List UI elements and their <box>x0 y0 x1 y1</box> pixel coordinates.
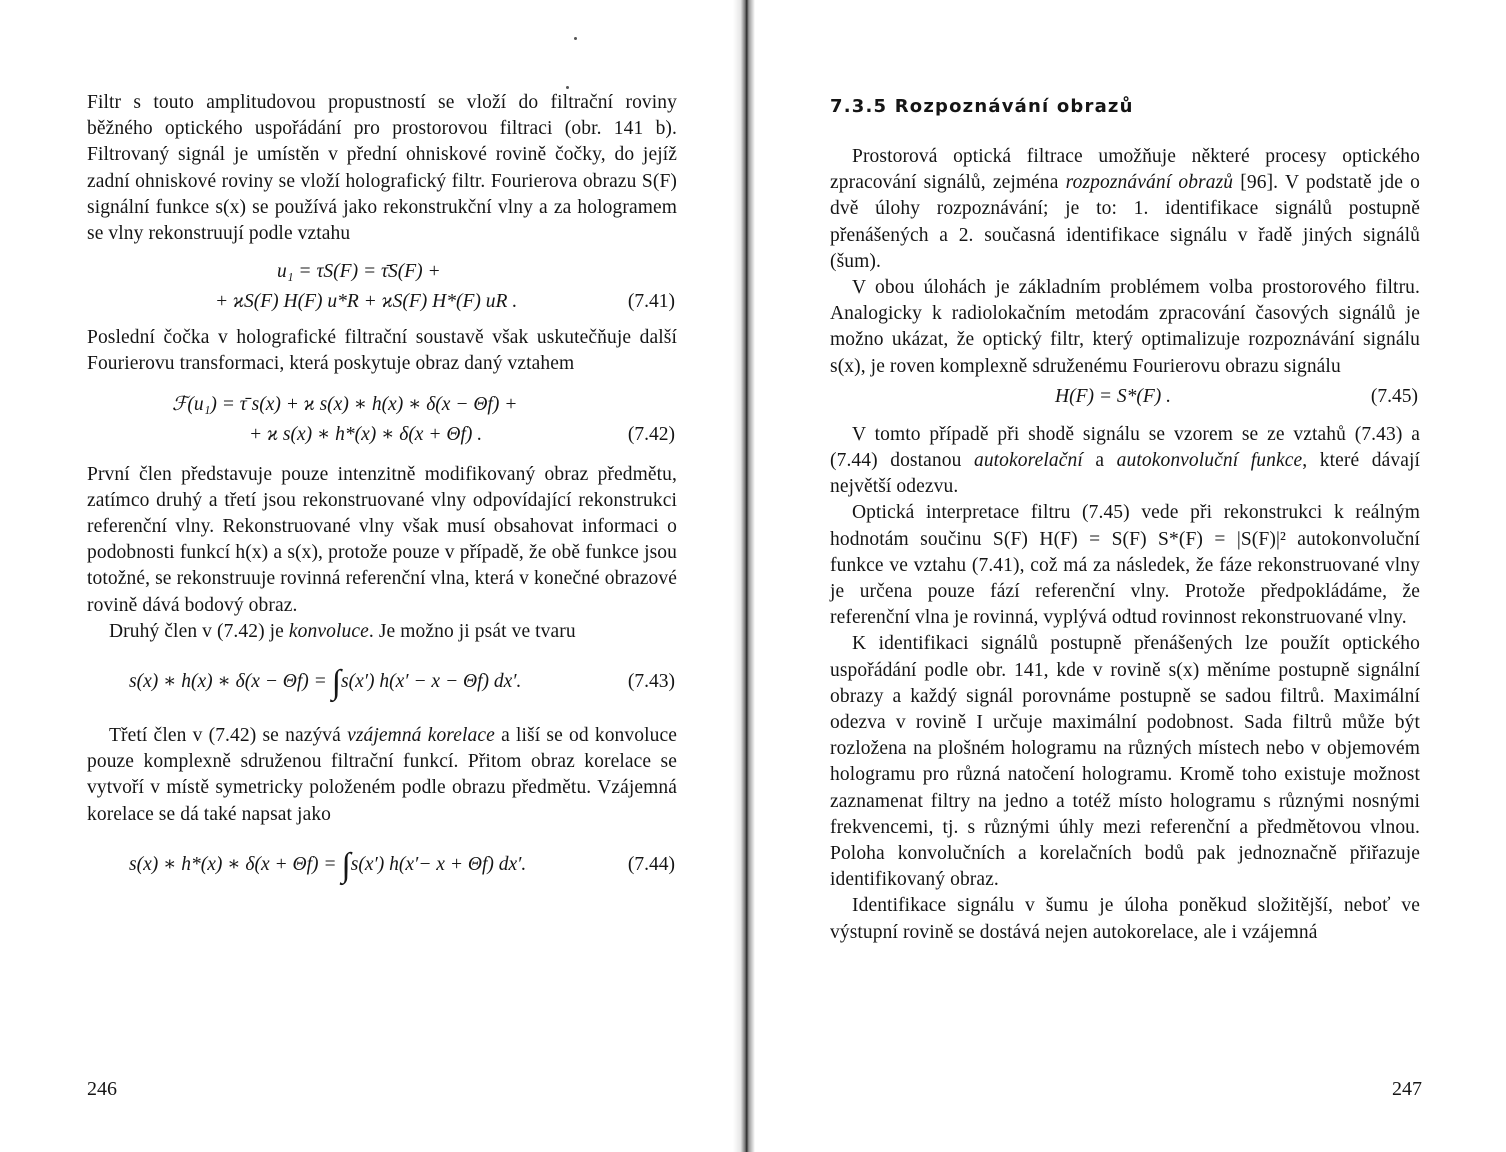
left-page <box>0 0 735 1152</box>
text-run: a liší se od konvoluce pouze komplexně sdruženou filtrační funkcí. Přitom obraz korelace se vytvoří v místě symetricky položeném podle obrazu předmětu. Vzájemná korelace se dá také napsat jako <box>87 725 677 825</box>
equation-text: + ϰS(F) H(F) u*R + ϰS(F) H*(F) uR . <box>215 291 518 313</box>
equation-text: + ϰ s(x) ∗ h*(x) ∗ δ(x + Θf) . <box>249 423 483 445</box>
equation-text <box>129 846 527 884</box>
equation-rhs: s(x′) h(x′− x + Θf) dx′. <box>350 853 527 875</box>
text-run: V tomto případě při shodě signálu se vzorem se ze vztahů (7.43) a (7.44) dostanou <box>830 423 1420 472</box>
emphasis: rozpoznávání obrazů <box>1065 172 1234 194</box>
paragraph: Poslední čočka v holografické filtrační soustavě však uskutečňuje další Fourierovu transformaci, která poskytuje obraz daný vztahem <box>87 327 677 375</box>
paragraph: Identifikace signálu v šumu je úloha poněkud složitější, neboť ve výstupní rovině se dostává nejen autokorelace, ale i vzájemná <box>830 895 1420 943</box>
equation-number: (7.41) <box>627 291 675 313</box>
equation-7-42-line2 <box>87 420 677 450</box>
equation-7-44 <box>87 846 677 884</box>
equation-number: (7.42) <box>627 423 675 445</box>
emphasis: autokorelační <box>973 450 1083 472</box>
equation-rhs: s(x′) h(x′ − x − Θf) dx′. <box>340 671 522 693</box>
equation-number: (7.45) <box>1370 385 1418 407</box>
left-text-column <box>87 90 677 884</box>
page-number: 247 <box>1392 1078 1422 1100</box>
paragraph: První člen představuje pouze intenzitně modifikovaný obraz předmětu, zatímco druhý a třetí jsou rekonstruované vlny odpovídající rekonstrukci referenční vlny. Rekonstruované vlny však musí obsahovat informaci o podobnosti funkcí h(x) a s(x), protože pouze v případě, že obě funkce jsou totožné, se rekonstruuje rovinná referenční vlna, která v konečné obrazové rovině dává bodový obraz. <box>87 463 677 616</box>
text-run: Prostorová optická filtrace umožňuje některé procesy optického zpracování signálů, zejména <box>830 146 1420 194</box>
paragraph <box>87 723 677 828</box>
emphasis: vzájemná korelace <box>347 725 495 747</box>
paragraph: V obou úlohách je základním problémem volba prostorového filtru. Analogicky k radiolokačním metodám zpracování časových signálů je možno ukázat, že optický filtr, který optimalizuje rozpoznávání signálu s(x), je roven komplexně sdruženému Fourierovu obrazu signálu <box>830 277 1420 377</box>
right-text-column <box>830 144 1420 946</box>
text-run: . Je možno ji psát ve tvaru <box>368 620 576 642</box>
equation-7-43 <box>87 664 677 702</box>
equation-7-45 <box>830 382 1420 412</box>
text-run: Třetí člen v (7.42) se nazývá <box>109 725 348 747</box>
equation-text: H(F) = S*(F) . <box>1055 385 1172 407</box>
equation-7-42-line1 <box>87 390 677 420</box>
paragraph <box>87 619 677 645</box>
page-number: 246 <box>87 1078 117 1100</box>
emphasis: konvoluce <box>288 620 369 642</box>
equation-text <box>129 664 522 702</box>
section-heading: 7.3.5 Rozpoznávání obrazů <box>830 96 1134 117</box>
equation-text: u₁ = τS(F) = τ̄S(F) + <box>277 261 441 283</box>
emphasis: autokonvoluční funkce <box>1116 450 1303 472</box>
book-gutter <box>733 0 755 1152</box>
equation-text: ℱ(u₁) = τ̄ s(x) + ϰ s(x) ∗ h(x) ∗ δ(x − Θf) + <box>172 393 518 415</box>
integral-sign: ∫ <box>331 664 341 702</box>
paragraph: K identifikaci signálů postupně přenášených lze použít optického uspořádání podle obr. 141, kde v rovině s(x) měníme postupně signální obrazy a každý signál porovnáme postupně se sadou filtrů. Maximální odezva v rovině I určuje maximální podobnost. Sada filtrů může být rozložena na plošném hologramu na různých místech nebo v objemovém hologramu pro různá natočení hologramu. Kromě toho existuje možnost zaznamenat filtry na jedno a totéž místo hologramu s různými nosnými frekvencemi, tj. s různými úhly mezi referenční a předmětovou vlnou. Poloha konvolučních a korelačních bodů pak jednoznačně přiřazuje identifikovaný obraz. <box>830 633 1420 891</box>
text-run: a <box>1082 450 1117 472</box>
equation-lhs: s(x) ∗ h(x) ∗ δ(x − Θf) = <box>129 671 327 693</box>
paragraph <box>830 422 1420 501</box>
right-page <box>760 0 1506 1152</box>
text-run: Druhý člen v (7.42) je <box>109 620 289 642</box>
text-run: [96]. V podstatě jde o dvě úlohy rozpoznávání; je to: 1. identifikace signálů postupně přenášených a 2. současná identifikace signálu v řadě jiných signálů (šum). <box>830 172 1420 272</box>
equation-7-41-line2 <box>87 287 677 317</box>
paragraph <box>830 144 1420 275</box>
equation-number: (7.44) <box>627 853 675 875</box>
equation-number: (7.43) <box>627 671 675 693</box>
integral-sign: ∫ <box>341 846 351 884</box>
equation-7-41-line1 <box>87 257 677 287</box>
equation-lhs: s(x) ∗ h*(x) ∗ δ(x + Θf) = <box>129 853 337 875</box>
text-run: , které dávají největší odezvu. <box>830 450 1421 498</box>
paragraph: Optická interpretace filtru (7.45) vede při rekonstrukci k reálným hodnotám součinu S(F) H(F) = S(F) S*(F) = |S(F)|² autokonvoluční funkce ve vztahu (7.41), což má za následek, že fáze rekonstruované vlny je určena pouze fází referenční vlny. Protože předpokládáme, že referenční vlna je rovinná, vyplývá odtud rovinnost rekonstruované vlny. <box>830 502 1420 629</box>
paragraph: Filtr s touto amplitudovou propustností se vloží do filtrační roviny běžného optického uspořádání pro prostorovou filtraci (obr. 141 b). Filtrovaný signál je umístěn v přední ohniskové rovině čočky, do jejíž zadní ohniskové roviny se vloží holografický filtr. Fourierova obrazu S(F) signální funkce s(x) se používá jako rekonstrukční vlny a za hologramem se vlny rekonstruují podle vztahu <box>87 92 677 245</box>
